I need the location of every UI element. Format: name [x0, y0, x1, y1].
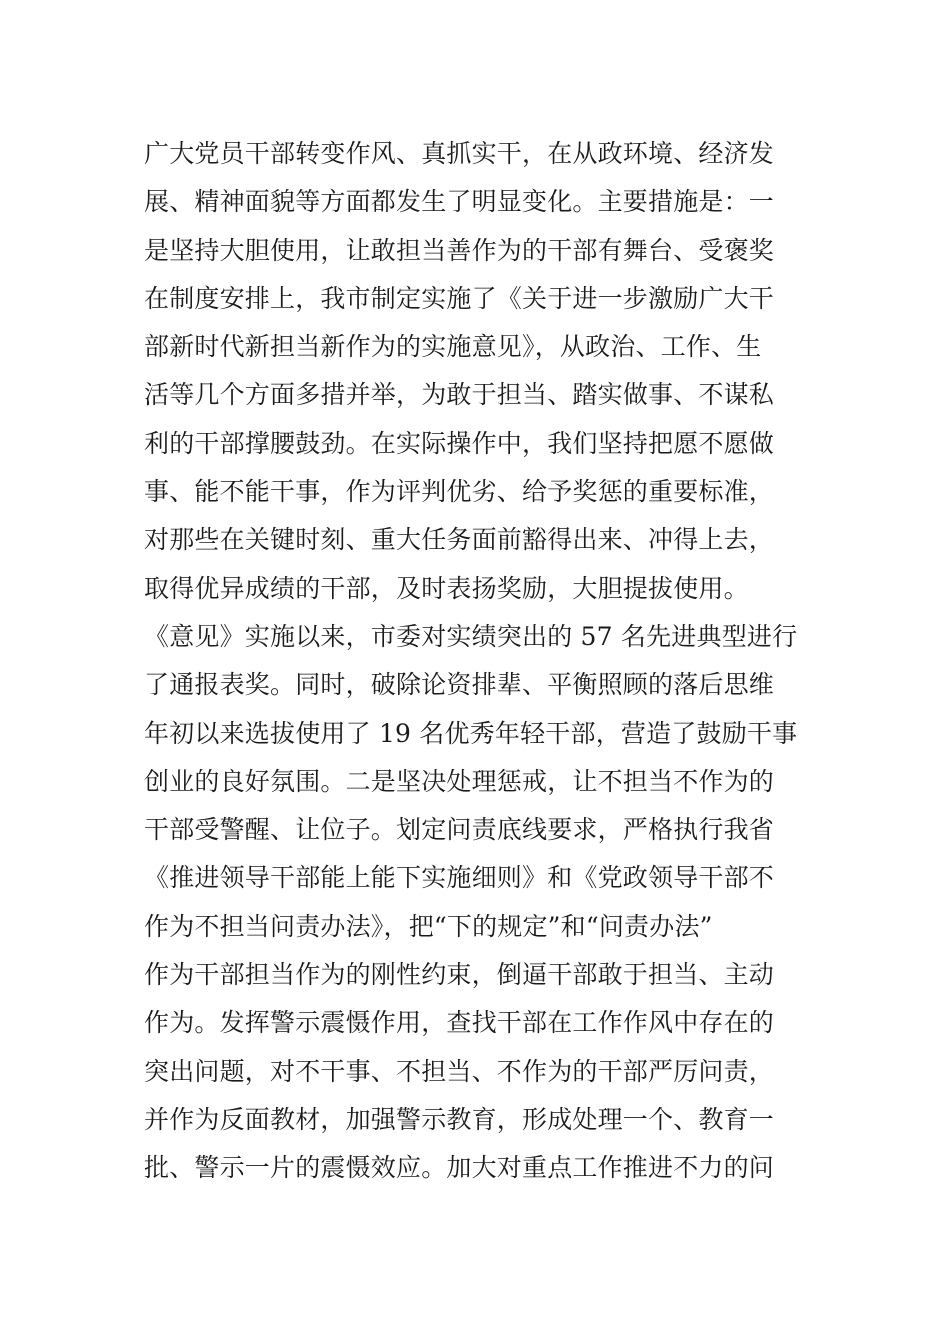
- text-line-13: 年初以来选拔使用了 19 名优秀年轻干部，营造了鼓励干事: [144, 718, 798, 748]
- text-line-21: 并作为反面教材，加强警示教育，形成处理一个、教育一: [144, 1104, 775, 1134]
- text-line-8: 事、能不能干事，作为评判优劣、给予奖惩的重要标准，: [144, 477, 775, 507]
- text-line-16: 《推进领导干部能上能下实施细则》和《党政领导干部不: [144, 863, 775, 893]
- text-line-4: 在制度安排上，我市制定实施了《关于进一步激励广大干: [144, 283, 775, 313]
- text-line-1: 广大党员干部转变作风、真抓实干，在从政环境、经济发: [144, 139, 775, 168]
- text-line-7: 利的干部撑腰鼓劲。在实际操作中，我们坚持把愿不愿做: [144, 428, 775, 458]
- text-line-2: 展、精神面貌等方面都发生了明显变化。主要措施是：一: [144, 187, 775, 217]
- text-line-19: 作为。发挥警示震慑作用，查找干部在工作作风中存在的: [144, 1008, 775, 1038]
- text-line-20: 突出问题，对不干事、不担当、不作为的干部严厉问责，: [144, 1056, 775, 1086]
- text-line-12: 了通报表奖。同时，破除论资排辈、平衡照顾的落后思维: [144, 670, 775, 700]
- text-line-14: 创业的良好氛围。二是坚决处理惩戒，让不担当不作为的: [144, 766, 775, 796]
- text-line-3: 是坚持大胆使用，让敢担当善作为的干部有舞台、受褒奖: [144, 235, 775, 265]
- text-line-22: 批、警示一片的震慑效应。加大对重点工作推进不力的问: [144, 1153, 775, 1183]
- text-line-17: 作为不担当问责办法》，把“下的规定”和“问责办法”: [144, 911, 713, 941]
- body-text: [144, 130, 824, 1193]
- text-line-18: 作为干部担当作为的刚性约束，倒逼干部敢于担当、主动: [144, 960, 775, 990]
- text-line-5: 部新时代新担当新作为的实施意见》，从政治、工作、生: [144, 332, 762, 362]
- text-line-15: 干部受警醒、让位子。划定问责底线要求，严格执行我省: [144, 815, 775, 845]
- text-line-6: 活等几个方面多措并举，为敢于担当、踏实做事、不谋私: [144, 380, 775, 410]
- text-line-9: 对那些在关键时刻、重大任务面前豁得出来、冲得上去，: [144, 525, 775, 555]
- text-line-11: 《意见》实施以来，市委对实绩突出的 57 名先进典型进行: [144, 621, 798, 651]
- text-line-10: 取得优异成绩的干部，及时表扬奖励，大胆提拔使用。: [144, 573, 749, 603]
